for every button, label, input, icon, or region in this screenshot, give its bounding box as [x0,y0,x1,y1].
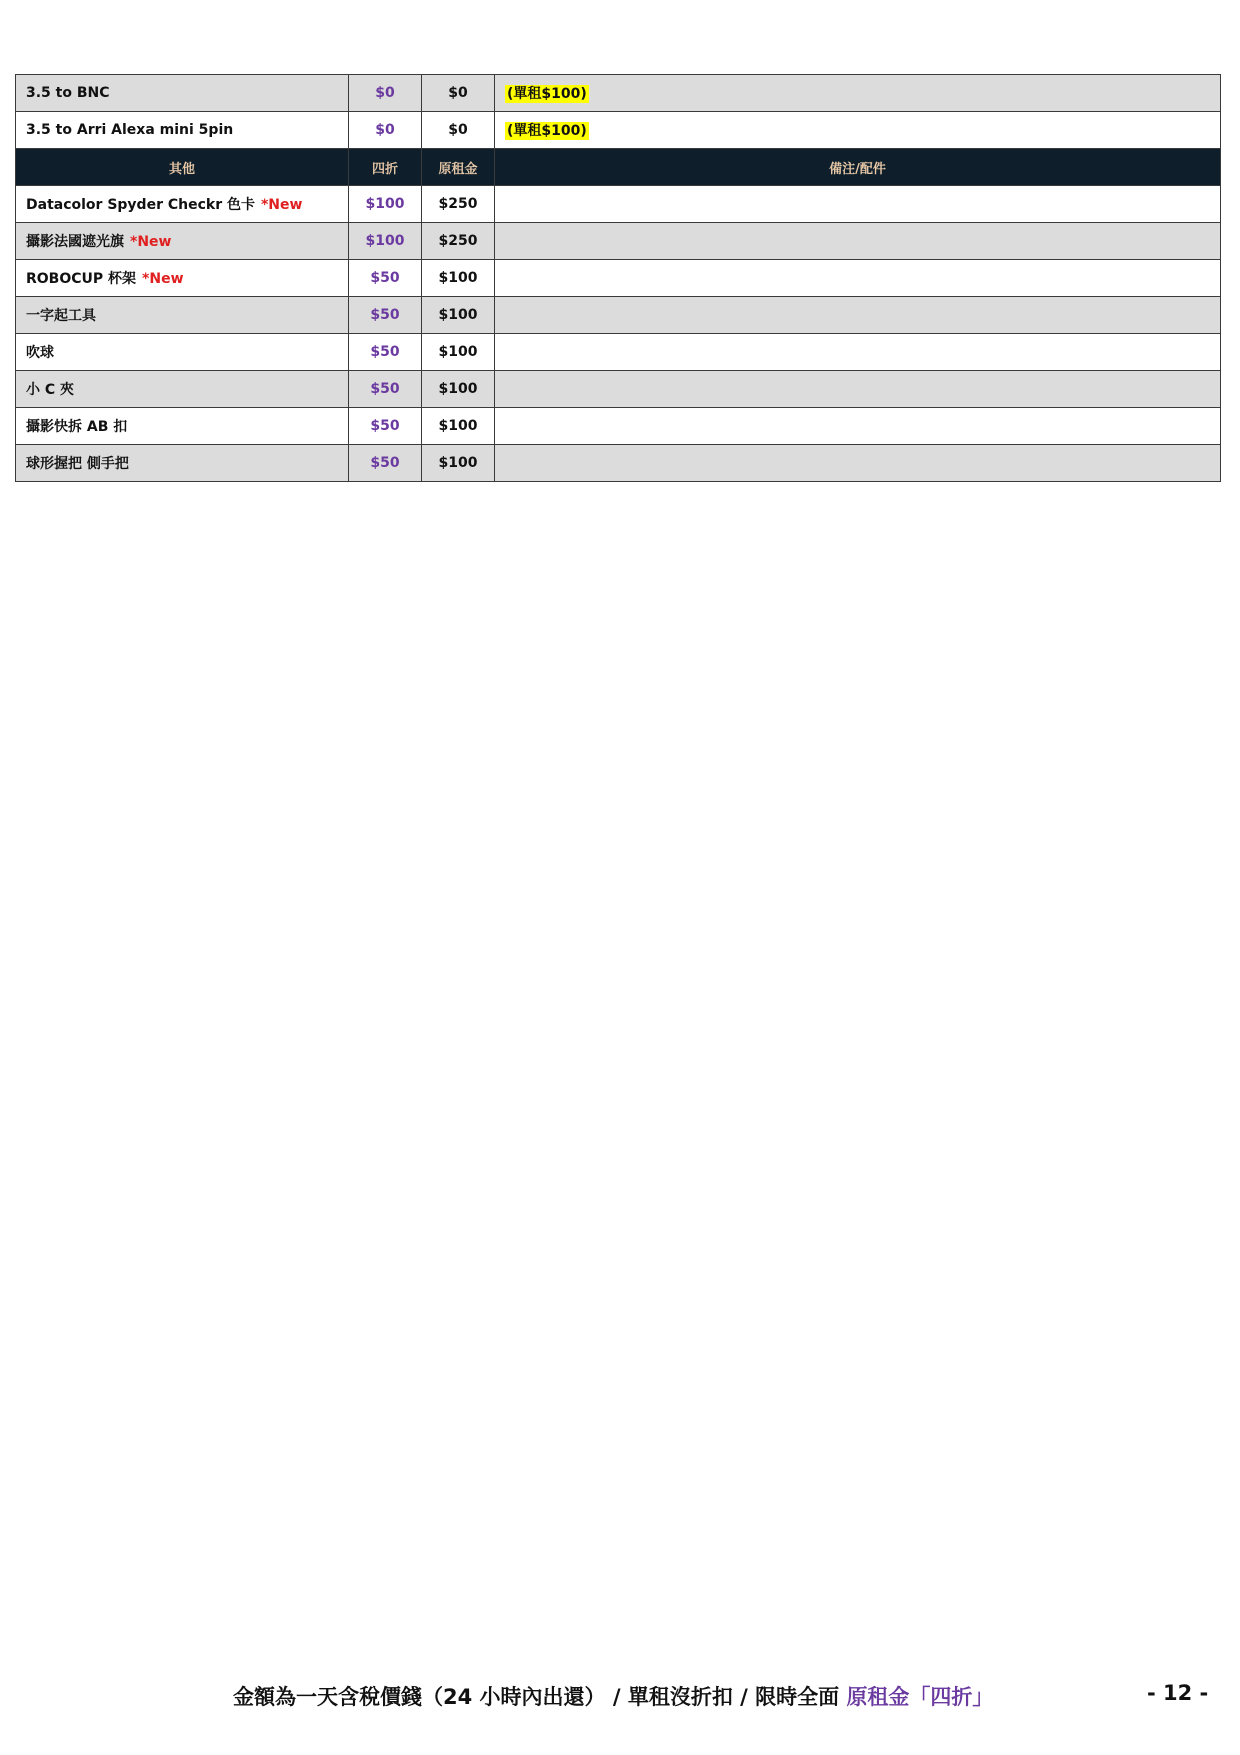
original-price: $100 [422,371,495,408]
new-badge: *New [260,197,303,213]
item-name-cell [16,297,349,334]
discount-price: $50 [349,371,422,408]
table-row [16,297,1221,334]
note-cell [495,371,1221,408]
original-price: $0 [422,112,495,149]
original-price: $100 [422,445,495,482]
table-row [16,223,1221,260]
note-cell [495,223,1221,260]
rental-note-highlight: (單租$100) [507,123,587,139]
table-row [16,186,1221,223]
item-name-cell [16,260,349,297]
note-cell [495,334,1221,371]
item-name: 一字起工具 [26,308,96,324]
rental-price-table [15,74,1221,482]
header-note: 備注/配件 [495,149,1221,186]
discount-price: $50 [349,297,422,334]
discount-price: $100 [349,223,422,260]
item-name: 攝影快拆 AB 扣 [26,419,128,435]
header-other: 其他 [16,149,349,186]
footer-terms [233,1681,993,1711]
item-name: 3.5 to BNC [16,75,349,112]
footer-discount-highlight: 原租金「四折」 [846,1685,994,1709]
note-cell [495,75,1221,112]
item-name: ROBOCUP 杯架 [26,271,137,287]
item-name: 吹球 [26,345,54,361]
table-row [16,75,1221,112]
item-name-cell [16,445,349,482]
original-price: $100 [422,408,495,445]
section-header-row [16,149,1221,186]
note-cell [495,186,1221,223]
item-name: 小 C 夾 [26,382,75,398]
original-price: $100 [422,297,495,334]
discount-price: $50 [349,260,422,297]
original-price: $250 [422,186,495,223]
header-discount: 四折 [349,149,422,186]
original-price: $0 [422,75,495,112]
item-name: Datacolor Spyder Checkr 色卡 [26,197,255,213]
page-number: - 12 - [1147,1681,1209,1705]
discount-price: $100 [349,186,422,223]
table-row [16,445,1221,482]
note-cell [495,445,1221,482]
header-original: 原租金 [422,149,495,186]
table-row [16,112,1221,149]
note-cell [495,408,1221,445]
item-name: 攝影法國遮光旗 [26,234,124,250]
discount-price: $50 [349,334,422,371]
table-row [16,334,1221,371]
original-price: $250 [422,223,495,260]
table-row [16,371,1221,408]
table-row [16,408,1221,445]
discount-price: $50 [349,445,422,482]
rental-note-highlight: (單租$100) [507,86,587,102]
discount-price: $0 [349,75,422,112]
original-price: $100 [422,334,495,371]
item-name-cell [16,186,349,223]
item-name-cell [16,408,349,445]
item-name-cell [16,223,349,260]
item-name-cell [16,371,349,408]
footer-terms-text: 金額為一天含稅價錢（24 小時內出還） / 單租沒折扣 / 限時全面 [233,1685,847,1709]
discount-price: $50 [349,408,422,445]
item-name: 球形握把 側手把 [26,456,129,472]
note-cell [495,260,1221,297]
item-name-cell [16,334,349,371]
new-badge: *New [142,271,184,287]
table-row [16,260,1221,297]
original-price: $100 [422,260,495,297]
new-badge: *New [130,234,172,250]
note-cell [495,297,1221,334]
page-footer [0,1681,1240,1711]
note-cell [495,112,1221,149]
item-name: 3.5 to Arri Alexa mini 5pin [16,112,349,149]
discount-price: $0 [349,112,422,149]
